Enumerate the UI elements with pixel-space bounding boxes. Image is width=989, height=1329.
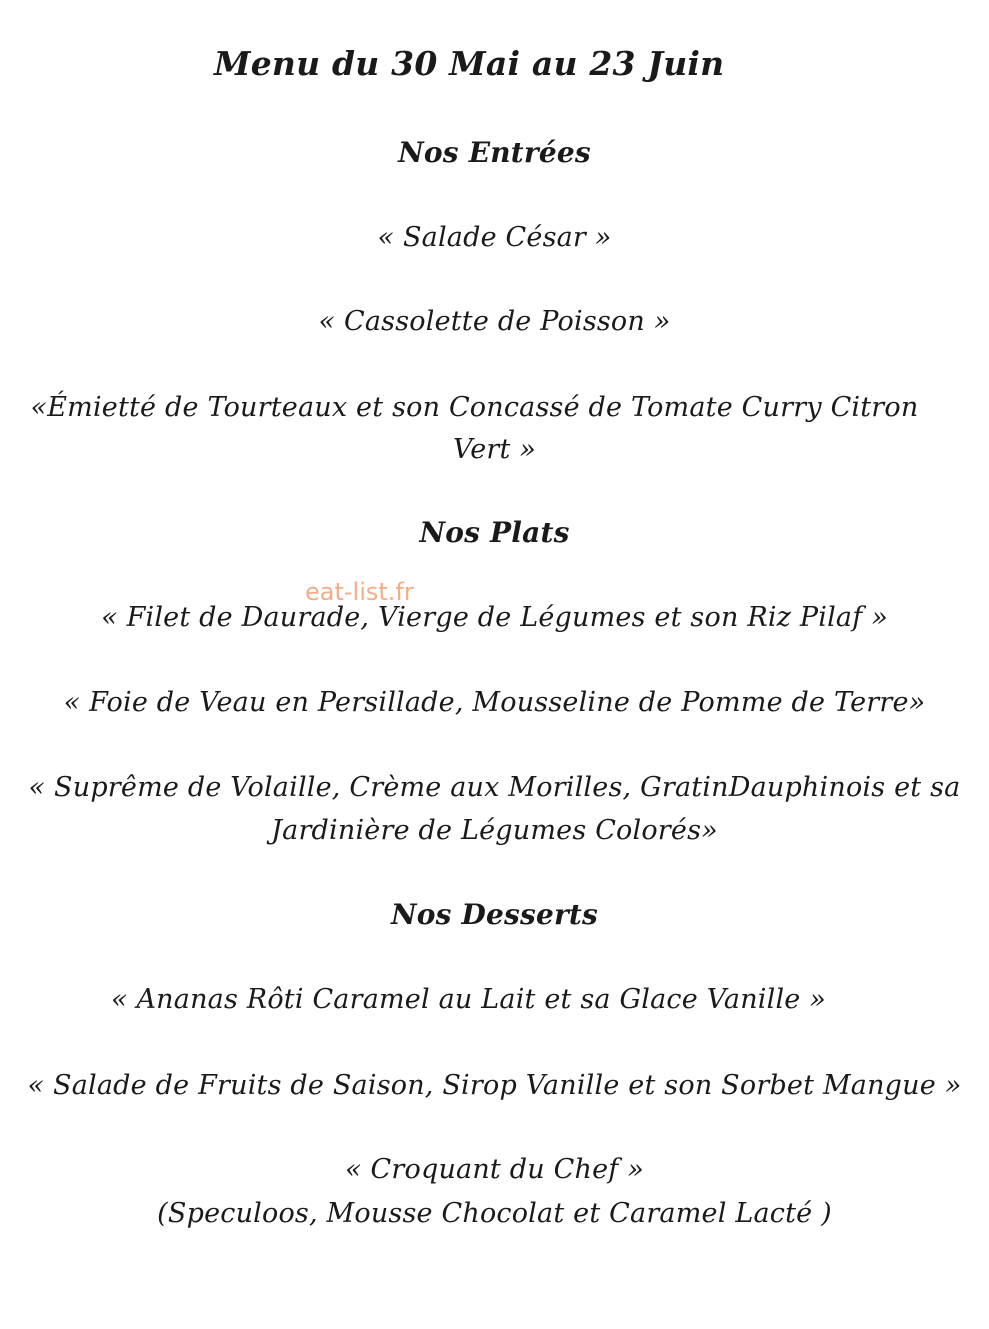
menu-item-salade-cesar: « Salade César » [377, 222, 612, 253]
watermark-text: eat-list.fr [305, 578, 414, 606]
section-heading-desserts: Nos Desserts [390, 898, 599, 931]
menu-item-emiette-line2: Vert » [452, 434, 537, 465]
menu-item-emiette-line1: «Émietté de Tourteaux et son Concassé de Tomate Curry Citron [30, 392, 919, 423]
menu-item-supreme-line2: Jardinière de Légumes Colorés» [271, 815, 718, 846]
section-heading-plats: Nos Plats [419, 516, 570, 549]
menu-item-cassolette: « Cassolette de Poisson » [318, 306, 671, 337]
menu-item-foie-de-veau: « Foie de Veau en Persillade, Mousseline de Pomme de Terre» [63, 687, 926, 718]
menu-item-daurade: « Filet de Daurade, Vierge de Légumes et son Riz Pilaf » [101, 602, 888, 633]
menu-item-croquant-line1: « Croquant du Chef » [345, 1154, 644, 1185]
menu-item-supreme-line1: « Suprême de Volaille, Crème aux Morilles, GratinDauphinois et sa [28, 772, 961, 803]
menu-title: Menu du 30 Mai au 23 Juin [214, 44, 725, 83]
menu-item-croquant-line2: (Speculoos, Mousse Chocolat et Caramel Lacté ) [157, 1198, 832, 1229]
menu-item-salade-fruits: « Salade de Fruits de Saison, Sirop Vanille et son Sorbet Mangue » [27, 1070, 962, 1101]
section-heading-entrees: Nos Entrées [398, 136, 591, 169]
menu-item-ananas: « Ananas Rôti Caramel au Lait et sa Glace Vanille » [110, 984, 826, 1015]
